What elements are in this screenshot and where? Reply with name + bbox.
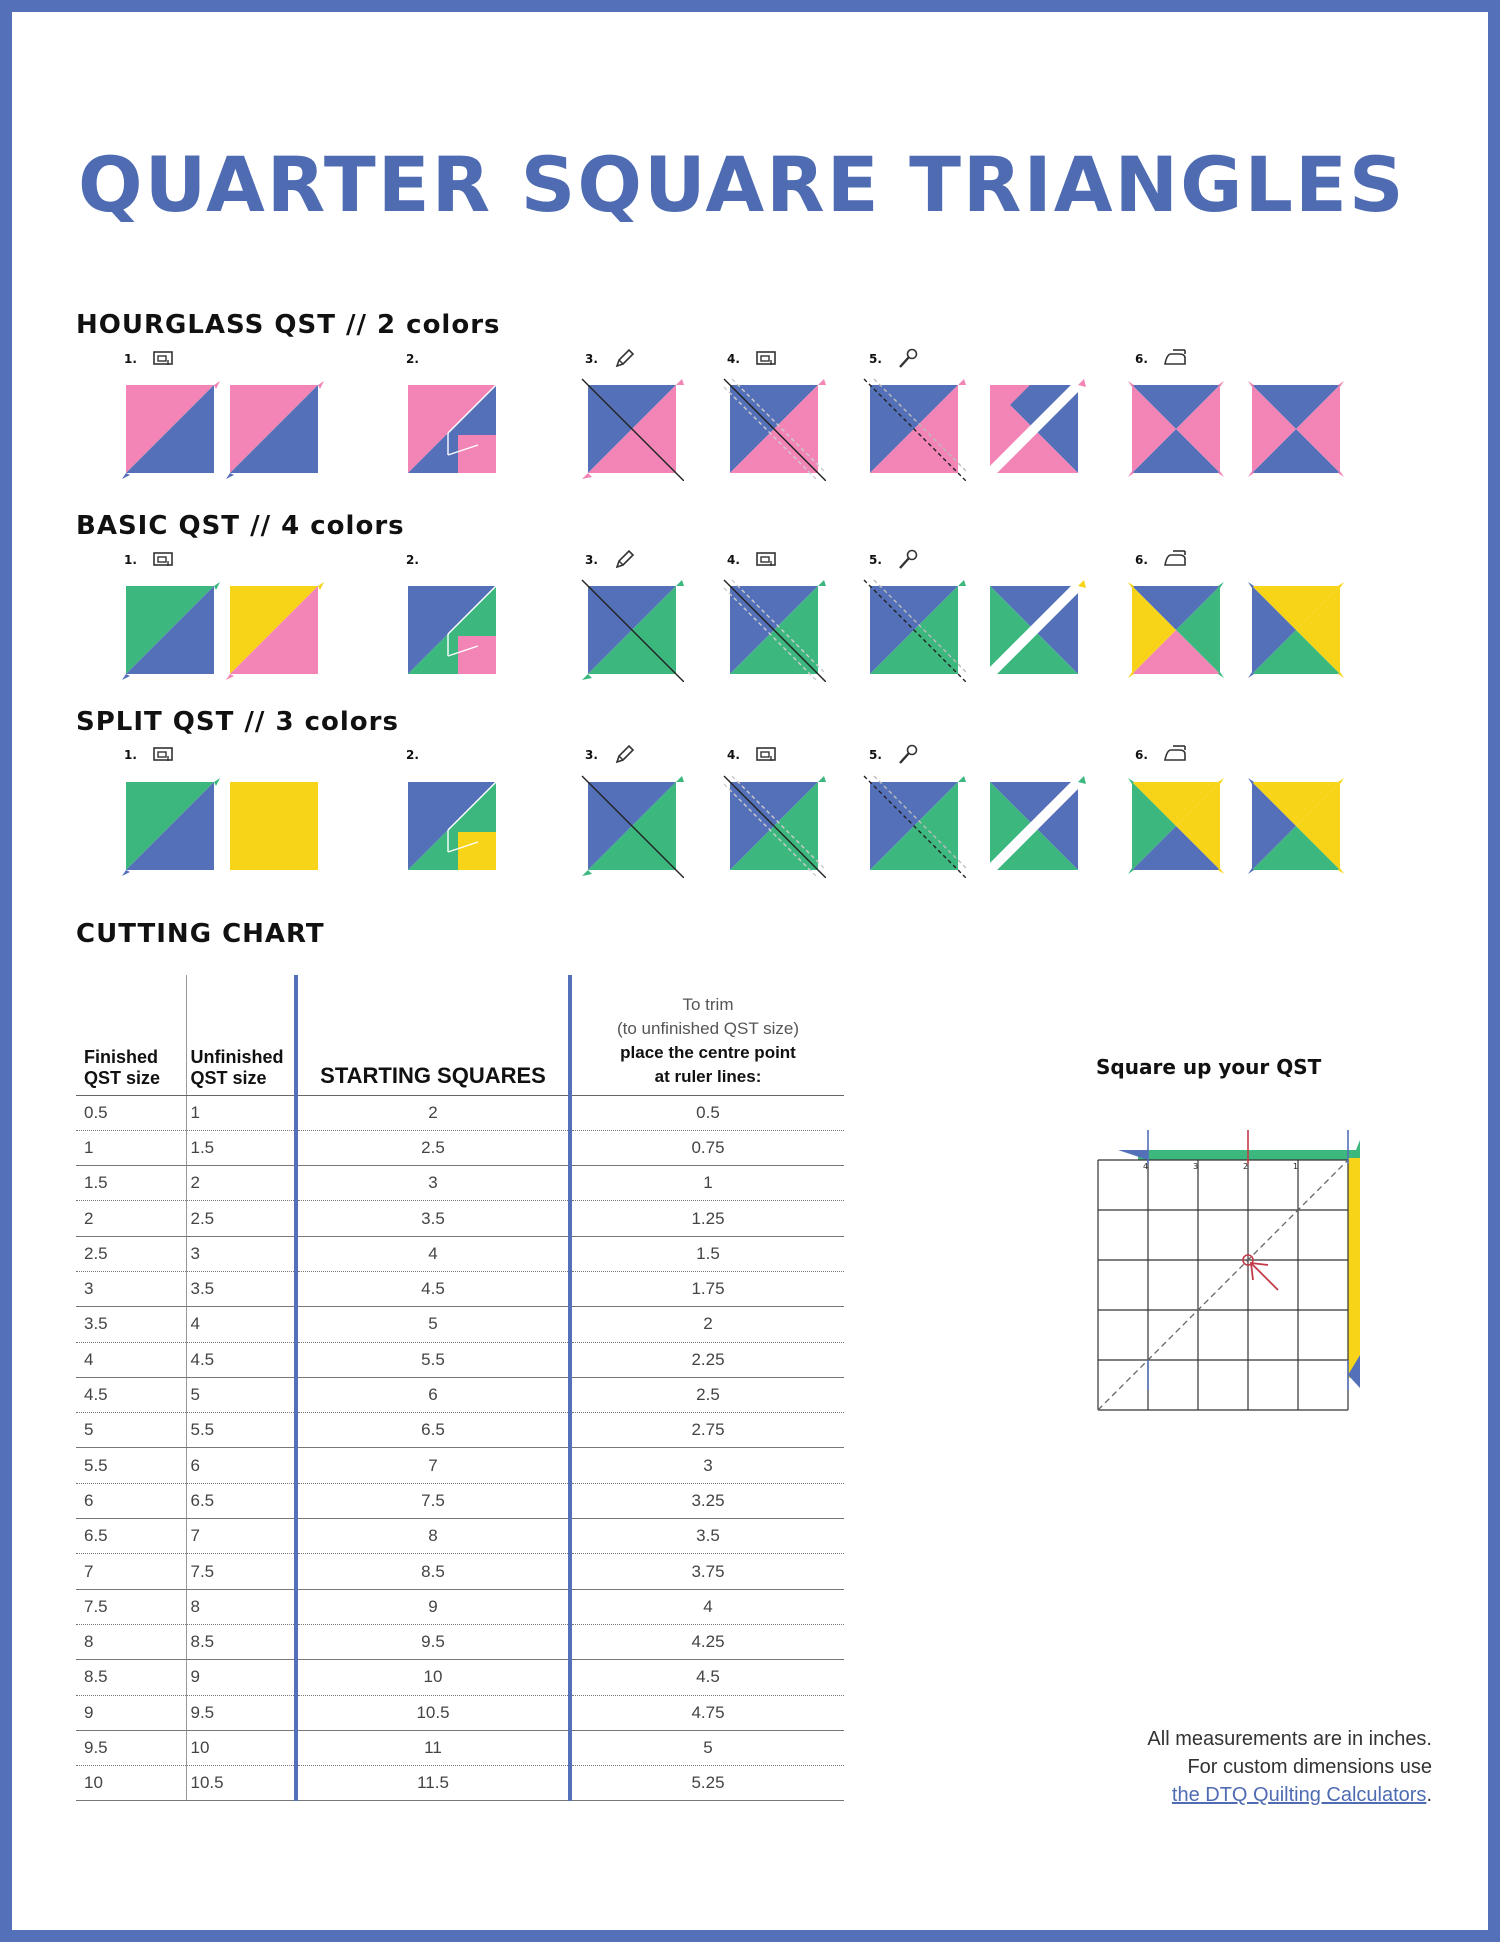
table-cell: 5.5 bbox=[76, 1448, 186, 1483]
table-cell: 4 bbox=[296, 1236, 570, 1271]
table-cell: 8.5 bbox=[76, 1660, 186, 1695]
table-cell: 7 bbox=[296, 1448, 570, 1483]
table-cell: 10 bbox=[186, 1730, 296, 1765]
step2-layered-squares bbox=[400, 578, 504, 682]
table-cell: 2.75 bbox=[570, 1413, 844, 1448]
table-cell: 5.5 bbox=[296, 1342, 570, 1377]
table-cell: 6.5 bbox=[186, 1483, 296, 1518]
table-cell: 6 bbox=[186, 1448, 296, 1483]
table-cell: 4 bbox=[570, 1589, 844, 1624]
table-cell: 3.75 bbox=[570, 1554, 844, 1589]
table-cell: 3 bbox=[76, 1271, 186, 1306]
table-cell: 4 bbox=[186, 1307, 296, 1342]
sewing-machine-icon bbox=[755, 348, 779, 370]
table-cell: 2.5 bbox=[296, 1130, 570, 1165]
table-cell: 5 bbox=[186, 1377, 296, 1412]
table-cell: 7 bbox=[76, 1554, 186, 1589]
col-header-starting: STARTING SQUARES bbox=[296, 975, 570, 1095]
table-cell: 9.5 bbox=[76, 1730, 186, 1765]
table-cell: 2.25 bbox=[570, 1342, 844, 1377]
step6-finished-block-a bbox=[1124, 774, 1228, 878]
step1-square-a bbox=[118, 774, 222, 878]
step-label: 1. bbox=[124, 748, 137, 762]
table-cell: 10.5 bbox=[296, 1695, 570, 1730]
table-cell: 7.5 bbox=[296, 1483, 570, 1518]
step5-cut-halves bbox=[982, 578, 1086, 682]
step-label: 3. bbox=[585, 748, 598, 762]
step-label: 5. bbox=[869, 553, 882, 567]
step-label: 3. bbox=[585, 553, 598, 567]
step-label: 1. bbox=[124, 553, 137, 567]
col-header-unfinished: Unfinished QST size bbox=[186, 975, 296, 1095]
step5-cut-halves bbox=[982, 774, 1086, 878]
step-label: 6. bbox=[1135, 553, 1148, 567]
sewing-machine-icon bbox=[152, 744, 176, 766]
section-heading-split: SPLIT QST // 3 colors bbox=[76, 707, 399, 737]
table-row bbox=[76, 1095, 844, 1130]
table-cell: 6 bbox=[76, 1483, 186, 1518]
cutting-chart-heading: CUTTING CHART bbox=[76, 919, 325, 949]
table-row bbox=[76, 1236, 844, 1271]
table-row bbox=[76, 1201, 844, 1236]
table-row bbox=[76, 1307, 844, 1342]
square-up-title: Square up your QST bbox=[1096, 1055, 1322, 1079]
table-cell: 1 bbox=[186, 1095, 296, 1130]
step-label: 6. bbox=[1135, 352, 1148, 366]
table-cell: 10 bbox=[296, 1660, 570, 1695]
step2-layered-squares bbox=[400, 377, 504, 481]
table-cell: 0.75 bbox=[570, 1130, 844, 1165]
table-cell: 3 bbox=[570, 1448, 844, 1483]
table-cell: 1 bbox=[570, 1166, 844, 1201]
table-cell: 5.5 bbox=[186, 1413, 296, 1448]
table-cell: 2 bbox=[186, 1166, 296, 1201]
table-cell: 9 bbox=[186, 1660, 296, 1695]
table-cell: 4.75 bbox=[570, 1695, 844, 1730]
step6-finished-block-b bbox=[1244, 578, 1348, 682]
step6-finished-block-a bbox=[1124, 578, 1228, 682]
iron-icon bbox=[1163, 549, 1187, 571]
step6-finished-block-b bbox=[1244, 774, 1348, 878]
note-line-1: All measurements are in inches. bbox=[1147, 1728, 1432, 1750]
table-cell: 6.5 bbox=[296, 1413, 570, 1448]
step1-square-a bbox=[118, 578, 222, 682]
table-row bbox=[76, 1413, 844, 1448]
table-cell: 9 bbox=[296, 1589, 570, 1624]
section-heading-hourglass: HOURGLASS QST // 2 colors bbox=[76, 310, 501, 340]
table-cell: 10 bbox=[76, 1766, 186, 1801]
step4-sewn-square bbox=[722, 774, 826, 878]
table-cell: 2.5 bbox=[186, 1201, 296, 1236]
cutting-chart-table bbox=[76, 975, 844, 1801]
ruler-mark-label: 3 bbox=[1193, 1162, 1199, 1171]
step5-cut-square bbox=[862, 774, 966, 878]
table-cell: 2 bbox=[570, 1307, 844, 1342]
step6-finished-block-a bbox=[1124, 377, 1228, 481]
step-label: 4. bbox=[727, 553, 740, 567]
table-cell: 3.25 bbox=[570, 1483, 844, 1518]
table-cell: 3.5 bbox=[186, 1271, 296, 1306]
step3-marked-square bbox=[580, 774, 684, 878]
step6-finished-block-b bbox=[1244, 377, 1348, 481]
pencil-icon bbox=[613, 549, 637, 571]
table-row bbox=[76, 1448, 844, 1483]
table-cell: 1 bbox=[76, 1130, 186, 1165]
step-label: 1. bbox=[124, 352, 137, 366]
step4-sewn-square bbox=[722, 578, 826, 682]
table-row bbox=[76, 1730, 844, 1765]
table-cell: 4 bbox=[76, 1342, 186, 1377]
table-row bbox=[76, 1166, 844, 1201]
ruler-mark-label: 2 bbox=[1243, 1162, 1249, 1171]
step4-sewn-square bbox=[722, 377, 826, 481]
step-label: 3. bbox=[585, 352, 598, 366]
note-line-2: For custom dimensions use bbox=[1187, 1756, 1432, 1778]
table-cell: 4.5 bbox=[296, 1271, 570, 1306]
sewing-machine-icon bbox=[755, 549, 779, 571]
ruler-mark-label: 4 bbox=[1143, 1162, 1149, 1171]
table-cell: 9.5 bbox=[296, 1624, 570, 1659]
table-cell: 1.5 bbox=[570, 1236, 844, 1271]
square-up-diagram bbox=[1090, 1120, 1370, 1420]
step1-square-b bbox=[222, 578, 326, 682]
step-label: 2. bbox=[406, 553, 419, 567]
table-row bbox=[76, 1624, 844, 1659]
table-cell: 4.5 bbox=[186, 1342, 296, 1377]
table-cell: 6.5 bbox=[76, 1519, 186, 1554]
page-title: QUARTER SQUARE TRIANGLES bbox=[78, 140, 1406, 229]
rotary-cutter-icon bbox=[897, 549, 921, 571]
pencil-icon bbox=[613, 744, 637, 766]
step-label: 2. bbox=[406, 748, 419, 762]
step-label: 6. bbox=[1135, 748, 1148, 762]
step-label: 2. bbox=[406, 352, 419, 366]
table-cell: 5 bbox=[76, 1413, 186, 1448]
table-cell: 4.25 bbox=[570, 1624, 844, 1659]
table-cell: 8 bbox=[76, 1624, 186, 1659]
pencil-icon bbox=[613, 348, 637, 370]
step-label: 5. bbox=[869, 352, 882, 366]
table-cell: 3.5 bbox=[570, 1519, 844, 1554]
table-cell: 5 bbox=[570, 1730, 844, 1765]
sewing-machine-icon bbox=[755, 744, 779, 766]
measurement-note: All measurements are in inches. For custom dimensions use the DTQ Quilting Calculators. bbox=[1147, 1728, 1432, 1806]
table-cell: 7.5 bbox=[186, 1554, 296, 1589]
table-row bbox=[76, 1483, 844, 1518]
step1-square-a bbox=[118, 377, 222, 481]
table-cell: 11.5 bbox=[296, 1766, 570, 1801]
step5-cut-square bbox=[862, 377, 966, 481]
table-row bbox=[76, 1377, 844, 1412]
step1-square-b bbox=[222, 774, 326, 878]
table-cell: 8 bbox=[186, 1589, 296, 1624]
table-cell: 2.5 bbox=[76, 1236, 186, 1271]
step3-marked-square bbox=[580, 377, 684, 481]
rotary-cutter-icon bbox=[897, 744, 921, 766]
table-cell: 5 bbox=[296, 1307, 570, 1342]
step-label: 4. bbox=[727, 352, 740, 366]
table-row bbox=[76, 1271, 844, 1306]
table-cell: 2.5 bbox=[570, 1377, 844, 1412]
table-cell: 3 bbox=[186, 1236, 296, 1271]
col-header-finished: Finished QST size bbox=[76, 975, 186, 1095]
table-row bbox=[76, 1554, 844, 1589]
table-cell: 6 bbox=[296, 1377, 570, 1412]
step1-square-b bbox=[222, 377, 326, 481]
table-row bbox=[76, 1130, 844, 1165]
table-row bbox=[76, 1660, 844, 1695]
table-row bbox=[76, 1766, 844, 1801]
rotary-cutter-icon bbox=[897, 348, 921, 370]
table-cell: 4.5 bbox=[570, 1660, 844, 1695]
step3-marked-square bbox=[580, 578, 684, 682]
table-row bbox=[76, 1342, 844, 1377]
step2-layered-squares bbox=[400, 774, 504, 878]
table-cell: 11 bbox=[296, 1730, 570, 1765]
table-cell: 3 bbox=[296, 1166, 570, 1201]
table-row bbox=[76, 1589, 844, 1624]
table-cell: 9 bbox=[76, 1695, 186, 1730]
step-label: 5. bbox=[869, 748, 882, 762]
section-heading-basic: BASIC QST // 4 colors bbox=[76, 511, 405, 541]
table-cell: 3.5 bbox=[296, 1201, 570, 1236]
table-cell: 7.5 bbox=[76, 1589, 186, 1624]
sewing-machine-icon bbox=[152, 549, 176, 571]
step5-cut-halves bbox=[982, 377, 1086, 481]
col-header-trim: To trim (to unfinished QST size) place the centre point at ruler lines: bbox=[570, 975, 844, 1095]
table-cell: 8 bbox=[296, 1519, 570, 1554]
step5-cut-square bbox=[862, 578, 966, 682]
table-cell: 0.5 bbox=[570, 1095, 844, 1130]
calculator-link[interactable]: the DTQ Quilting Calculators bbox=[1171, 1784, 1427, 1806]
iron-icon bbox=[1163, 744, 1187, 766]
table-cell: 1.25 bbox=[570, 1201, 844, 1236]
table-row bbox=[76, 1695, 844, 1730]
table-cell: 9.5 bbox=[186, 1695, 296, 1730]
sewing-machine-icon bbox=[152, 348, 176, 370]
table-cell: 2 bbox=[76, 1201, 186, 1236]
table-cell: 4.5 bbox=[76, 1377, 186, 1412]
ruler-mark-label: 1 bbox=[1293, 1162, 1299, 1171]
table-cell: 1.75 bbox=[570, 1271, 844, 1306]
table-cell: 10.5 bbox=[186, 1766, 296, 1801]
step-label: 4. bbox=[727, 748, 740, 762]
table-cell: 3.5 bbox=[76, 1307, 186, 1342]
table-row bbox=[76, 1519, 844, 1554]
table-cell: 1.5 bbox=[186, 1130, 296, 1165]
table-cell: 5.25 bbox=[570, 1766, 844, 1801]
table-cell: 1.5 bbox=[76, 1166, 186, 1201]
table-cell: 8.5 bbox=[296, 1554, 570, 1589]
iron-icon bbox=[1163, 348, 1187, 370]
table-cell: 0.5 bbox=[76, 1095, 186, 1130]
table-cell: 2 bbox=[296, 1095, 570, 1130]
table-cell: 8.5 bbox=[186, 1624, 296, 1659]
table-cell: 7 bbox=[186, 1519, 296, 1554]
